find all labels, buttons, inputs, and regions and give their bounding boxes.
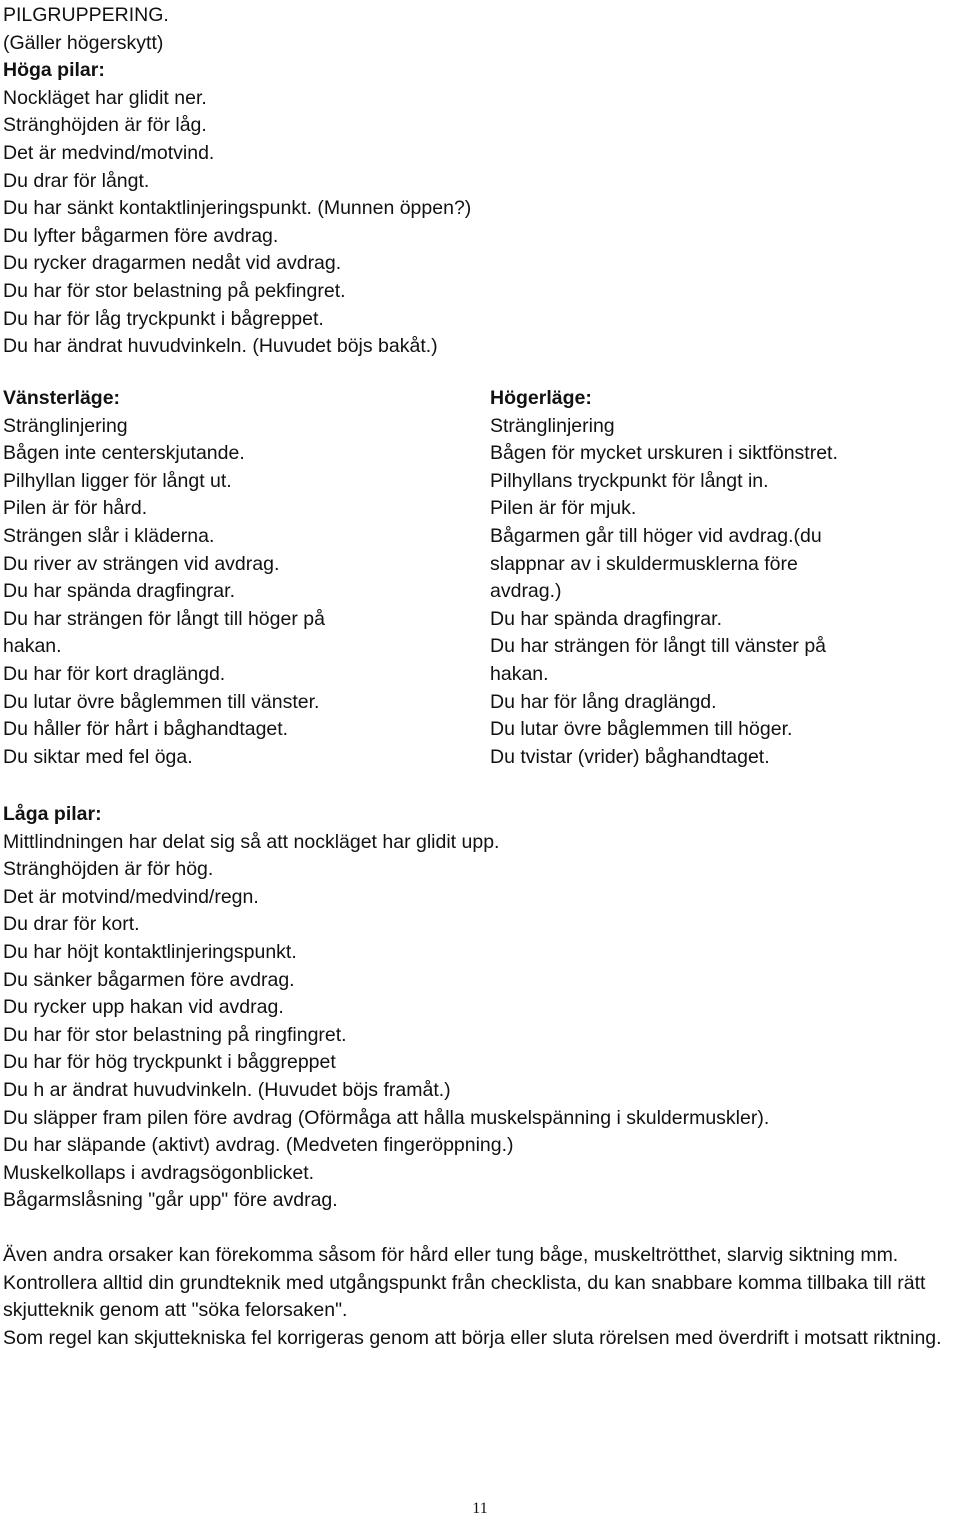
closing-paragraph: Kontrollera alltid din grundteknik med utgångspunkt från checklista, du kan snabbare komma tillbaka till rätt skjutteknik genom att "söka felorsaken".: [3, 1271, 926, 1322]
high-arrows-item: Du har för stor belastning på pekfingret.: [3, 279, 346, 302]
right-position-item: avdrag.): [490, 580, 562, 603]
left-position-item: Pilhyllan ligger för långt ut.: [3, 469, 232, 492]
low-arrows-item: Du drar för kort.: [3, 913, 140, 936]
left-position-item: Stränglinjering: [3, 414, 128, 437]
low-arrows-item: Du har för hög tryckpunkt i båggreppet: [3, 1051, 336, 1074]
low-arrows-item: Du sänker bågarmen före avdrag.: [3, 968, 295, 991]
high-arrows-heading: Höga pilar:: [3, 59, 105, 82]
low-arrows-item: Du släpper fram pilen före avdrag (Oförmåga att hålla muskelspänning i skuldermuskler).: [3, 1106, 770, 1129]
low-arrows-item: Du h ar ändrat huvudvinkeln. (Huvudet böjs framåt.): [3, 1078, 451, 1101]
page-subtitle: (Gäller högerskytt): [3, 31, 164, 54]
closing-paragraph: Som regel kan skjuttekniska fel korrigeras genom att börja eller sluta rörelsen med överdrift i motsatt riktning.: [3, 1326, 942, 1349]
right-position-item: Bågen för mycket urskuren i siktfönstret.: [490, 442, 838, 465]
left-position-item: Du river av strängen vid avdrag.: [3, 552, 280, 575]
high-arrows-item: Du drar för långt.: [3, 169, 150, 192]
right-position-item: Du tvistar (vrider) båghandtaget.: [490, 745, 770, 768]
left-position-item: Bågen inte centerskjutande.: [3, 442, 245, 465]
low-arrows-section: [3, 801, 960, 1215]
high-arrows-section: [3, 2, 960, 361]
left-position-heading: Vänsterläge:: [3, 387, 121, 409]
high-arrows-item: Du lyfter bågarmen före avdrag.: [3, 224, 279, 247]
low-arrows-item: Du har höjt kontaktlinjeringspunkt.: [3, 940, 297, 963]
low-arrows-item: Stränghöjden är för hög.: [3, 858, 214, 881]
high-arrows-item: Det är medvind/motvind.: [3, 141, 215, 164]
high-arrows-item: Du har ändrat huvudvinkeln. (Huvudet böjs bakåt.): [3, 335, 438, 358]
low-arrows-item: Du rycker upp hakan vid avdrag.: [3, 996, 284, 1019]
right-position-item: Du lutar övre båglemmen till höger.: [490, 718, 793, 741]
left-position-item: Du håller för hårt i båghandtaget.: [3, 718, 289, 741]
right-position-heading: Högerläge:: [490, 387, 592, 409]
low-arrows-item: Bågarmslåsning "går upp" före avdrag.: [3, 1189, 338, 1212]
right-position-item: Stränglinjering: [490, 414, 615, 437]
left-position-item: Du siktar med fel öga.: [3, 745, 193, 768]
right-position-item: Bågarmen går till höger vid avdrag.(du: [490, 524, 822, 547]
page-number: 11: [472, 1500, 488, 1517]
right-position-item: Du har strängen för långt till vänster på: [490, 635, 827, 658]
right-position-item: slappnar av i skuldermusklerna före: [490, 552, 798, 575]
low-arrows-item: Du har släpande (aktivt) avdrag. (Medveten fingeröppning.): [3, 1134, 514, 1157]
right-position-item: Pilen är för mjuk.: [490, 497, 637, 520]
right-position-item: Du har spända dragfingrar.: [490, 607, 722, 630]
left-position-item: Du har strängen för långt till höger på: [3, 607, 325, 630]
low-arrows-heading: Låga pilar:: [3, 803, 102, 825]
right-position-column: [490, 385, 960, 771]
high-arrows-item: Nockläget har glidit ner.: [3, 86, 207, 109]
right-position-item: Pilhyllans tryckpunkt för långt in.: [490, 469, 769, 492]
low-arrows-item: Mittlindningen har delat sig så att nockläget har glidit upp.: [3, 830, 500, 853]
left-position-item: Pilen är för hård.: [3, 497, 148, 520]
high-arrows-item: Du rycker dragarmen nedåt vid avdrag.: [3, 252, 342, 275]
left-position-item: hakan.: [3, 635, 62, 658]
high-arrows-item: Du har för låg tryckpunkt i bågreppet.: [3, 307, 324, 330]
low-arrows-item: Du har för stor belastning på ringfingret.: [3, 1023, 347, 1046]
left-position-column: [3, 385, 473, 771]
right-position-item: Du har för lång draglängd.: [490, 690, 717, 713]
low-arrows-item: Muskelkollaps i avdragsögonblicket.: [3, 1161, 315, 1184]
low-arrows-item: Det är motvind/medvind/regn.: [3, 885, 259, 908]
closing-notes: [3, 1242, 960, 1352]
right-position-item: hakan.: [490, 662, 549, 685]
left-position-item: Strängen slår i kläderna.: [3, 524, 215, 547]
left-position-item: Du lutar övre båglemmen till vänster.: [3, 690, 320, 713]
high-arrows-item: Du har sänkt kontaktlinjeringspunkt. (Munnen öppen?): [3, 197, 472, 220]
closing-paragraph: Även andra orsaker kan förekomma såsom för hård eller tung båge, muskeltrötthet, slarvig siktning mm.: [3, 1244, 899, 1266]
page-title: PILGRUPPERING.: [3, 4, 169, 26]
left-position-item: Du har för kort draglängd.: [3, 662, 226, 685]
high-arrows-item: Stränghöjden är för låg.: [3, 114, 207, 137]
left-position-item: Du har spända dragfingrar.: [3, 580, 235, 603]
